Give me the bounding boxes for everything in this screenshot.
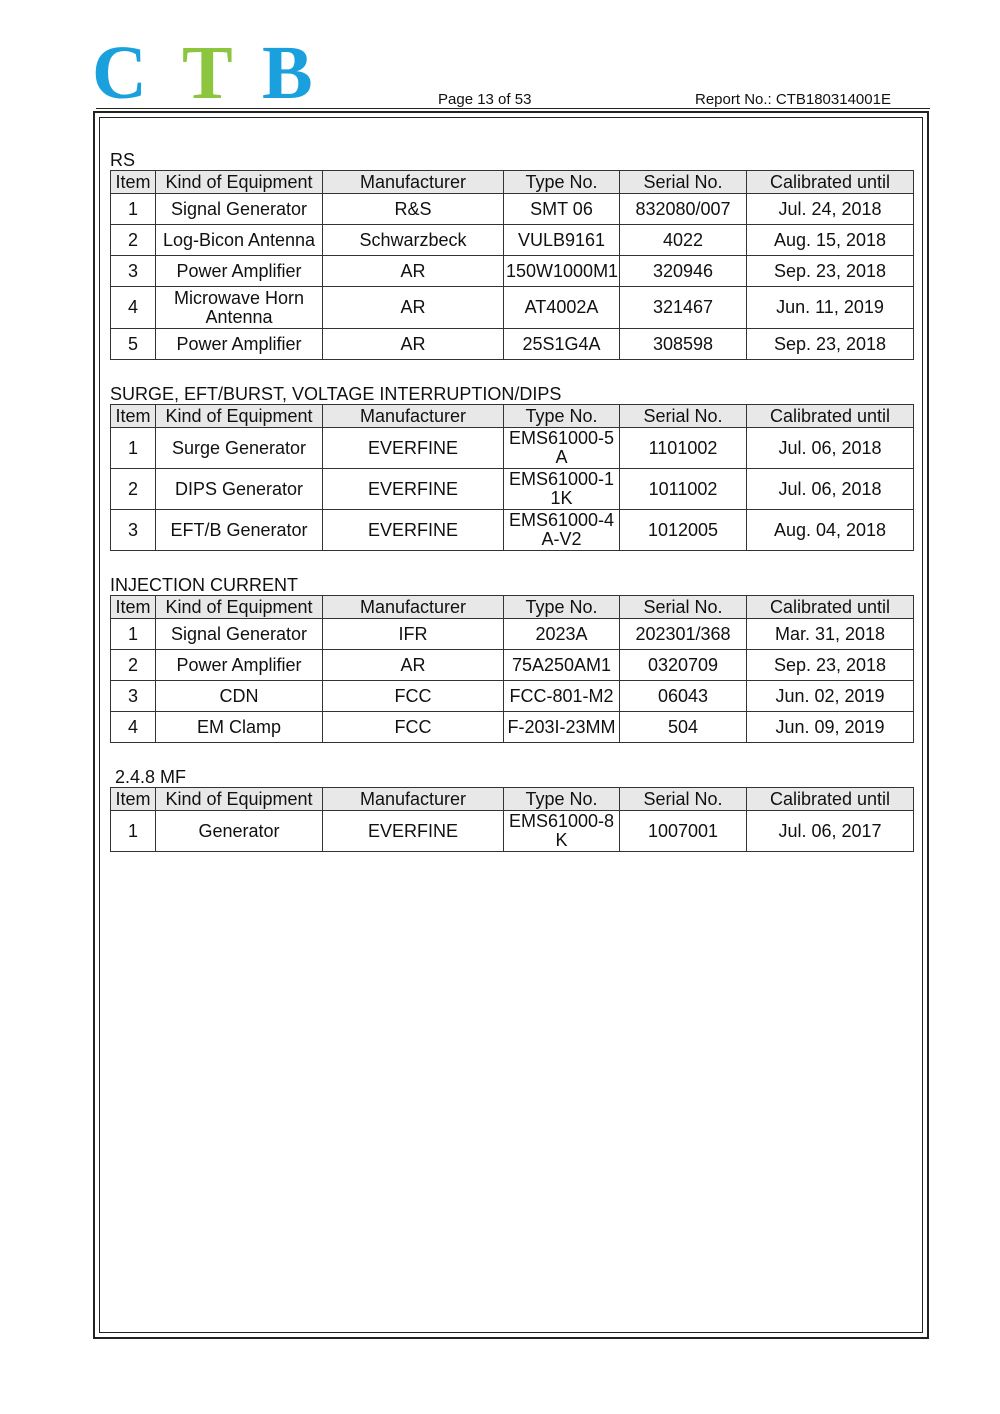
cell-manufacturer: R&S — [323, 194, 504, 225]
section-title: INJECTION CURRENT — [110, 575, 298, 595]
cell-item: 2 — [111, 650, 156, 681]
cell-manufacturer: Schwarzbeck — [323, 225, 504, 256]
page-number: Page 13 of 53 — [438, 91, 532, 108]
table-header-row — [111, 788, 914, 811]
cell-item: 1 — [111, 194, 156, 225]
cell-item: 5 — [111, 329, 156, 360]
col-header-type: Type No. — [504, 596, 620, 619]
cell-type: 75A250AM1 — [504, 650, 620, 681]
cell-serial: 4022 — [620, 225, 747, 256]
col-header-serial: Serial No. — [620, 788, 747, 811]
cell-kind: Microwave Horn Antenna — [156, 287, 323, 329]
table-row — [111, 650, 914, 681]
cell-item: 1 — [111, 619, 156, 650]
cell-manufacturer: EVERFINE — [323, 428, 504, 469]
cell-item: 3 — [111, 510, 156, 551]
cell-serial: 1007001 — [620, 811, 747, 852]
logo-letter-c: C — [92, 38, 147, 110]
cell-type: EMS61000-5A — [504, 428, 620, 469]
col-header-calibrated: Calibrated until — [747, 788, 914, 811]
cell-type: F-203I-23MM — [504, 712, 620, 743]
cell-serial: 321467 — [620, 287, 747, 329]
cell-kind: DIPS Generator — [156, 469, 323, 510]
section-injection-current — [110, 575, 913, 743]
table-row — [111, 194, 914, 225]
cell-kind: Power Amplifier — [156, 256, 323, 287]
cell-calibrated: Aug. 15, 2018 — [747, 225, 914, 256]
cell-type: 2023A — [504, 619, 620, 650]
cell-item: 2 — [111, 469, 156, 510]
section-surge-eft-dips — [110, 384, 913, 551]
table-row — [111, 225, 914, 256]
cell-calibrated: Jun. 09, 2019 — [747, 712, 914, 743]
cell-kind: Signal Generator — [156, 619, 323, 650]
col-header-serial: Serial No. — [620, 171, 747, 194]
cell-kind: Generator — [156, 811, 323, 852]
cell-item: 3 — [111, 256, 156, 287]
col-header-manufacturer: Manufacturer — [323, 171, 504, 194]
col-header-calibrated: Calibrated until — [747, 405, 914, 428]
cell-kind: Surge Generator — [156, 428, 323, 469]
cell-item: 1 — [111, 428, 156, 469]
col-header-type: Type No. — [504, 405, 620, 428]
table-row — [111, 469, 914, 510]
equipment-table — [110, 404, 914, 551]
cell-serial: 1012005 — [620, 510, 747, 551]
cell-item: 2 — [111, 225, 156, 256]
cell-calibrated: Mar. 31, 2018 — [747, 619, 914, 650]
table-row — [111, 619, 914, 650]
table-row — [111, 287, 914, 329]
col-header-type: Type No. — [504, 788, 620, 811]
cell-manufacturer: EVERFINE — [323, 469, 504, 510]
col-header-manufacturer: Manufacturer — [323, 788, 504, 811]
cell-item: 1 — [111, 811, 156, 852]
col-header-serial: Serial No. — [620, 405, 747, 428]
section-mf — [110, 767, 913, 852]
equipment-table — [110, 170, 914, 360]
cell-kind: Log-Bicon Antenna — [156, 225, 323, 256]
cell-serial: 1101002 — [620, 428, 747, 469]
section-title: 2.4.8 MF — [110, 767, 187, 787]
cell-type: 25S1G4A — [504, 329, 620, 360]
cell-serial: 308598 — [620, 329, 747, 360]
cell-calibrated: Jun. 02, 2019 — [747, 681, 914, 712]
cell-serial: 320946 — [620, 256, 747, 287]
cell-calibrated: Aug. 04, 2018 — [747, 510, 914, 551]
cell-manufacturer: AR — [323, 329, 504, 360]
cell-manufacturer: AR — [323, 287, 504, 329]
col-header-serial: Serial No. — [620, 596, 747, 619]
cell-manufacturer: FCC — [323, 712, 504, 743]
col-header-item: Item — [111, 596, 156, 619]
logo-letter-t: T — [182, 38, 233, 110]
cell-kind: Power Amplifier — [156, 329, 323, 360]
cell-manufacturer: EVERFINE — [323, 811, 504, 852]
cell-calibrated: Sep. 23, 2018 — [747, 256, 914, 287]
cell-manufacturer: AR — [323, 650, 504, 681]
table-row — [111, 510, 914, 551]
cell-calibrated: Sep. 23, 2018 — [747, 650, 914, 681]
cell-serial: 0320709 — [620, 650, 747, 681]
cell-type: EMS61000-8K — [504, 811, 620, 852]
table-row — [111, 329, 914, 360]
equipment-table — [110, 595, 914, 743]
cell-type: AT4002A — [504, 287, 620, 329]
cell-kind: EM Clamp — [156, 712, 323, 743]
cell-kind: CDN — [156, 681, 323, 712]
table-row — [111, 428, 914, 469]
cell-type: VULB9161 — [504, 225, 620, 256]
col-header-kind: Kind of Equipment — [156, 596, 323, 619]
col-header-calibrated: Calibrated until — [747, 171, 914, 194]
col-header-kind: Kind of Equipment — [156, 405, 323, 428]
cell-type: 150W1000M1 — [504, 256, 620, 287]
table-row — [111, 256, 914, 287]
col-header-kind: Kind of Equipment — [156, 788, 323, 811]
table-header-row — [111, 596, 914, 619]
header-divider — [96, 108, 930, 109]
cell-calibrated: Jul. 06, 2018 — [747, 428, 914, 469]
section-rs — [110, 150, 913, 360]
table-row — [111, 712, 914, 743]
cell-item: 4 — [111, 287, 156, 329]
cell-kind: Signal Generator — [156, 194, 323, 225]
cell-calibrated: Sep. 23, 2018 — [747, 329, 914, 360]
cell-kind: Power Amplifier — [156, 650, 323, 681]
ctb-logo — [92, 38, 342, 110]
col-header-manufacturer: Manufacturer — [323, 596, 504, 619]
cell-kind: EFT/B Generator — [156, 510, 323, 551]
col-header-item: Item — [111, 405, 156, 428]
cell-item: 4 — [111, 712, 156, 743]
cell-type: EMS61000-4A-V2 — [504, 510, 620, 551]
col-header-manufacturer: Manufacturer — [323, 405, 504, 428]
cell-manufacturer: AR — [323, 256, 504, 287]
cell-calibrated: Jul. 06, 2017 — [747, 811, 914, 852]
cell-type: EMS61000-11K — [504, 469, 620, 510]
cell-calibrated: Jun. 11, 2019 — [747, 287, 914, 329]
cell-serial: 504 — [620, 712, 747, 743]
section-title: RS — [110, 150, 136, 170]
cell-manufacturer: FCC — [323, 681, 504, 712]
cell-serial: 06043 — [620, 681, 747, 712]
cell-calibrated: Jul. 24, 2018 — [747, 194, 914, 225]
col-header-type: Type No. — [504, 171, 620, 194]
report-number: Report No.: CTB180314001E — [695, 91, 891, 108]
cell-manufacturer: EVERFINE — [323, 510, 504, 551]
table-header-row — [111, 405, 914, 428]
cell-calibrated: Jul. 06, 2018 — [747, 469, 914, 510]
cell-serial: 1011002 — [620, 469, 747, 510]
table-header-row — [111, 171, 914, 194]
logo-letter-b: B — [262, 38, 313, 110]
cell-type: FCC-801-M2 — [504, 681, 620, 712]
section-title: SURGE, EFT/BURST, VOLTAGE INTERRUPTION/DIPS — [110, 384, 562, 404]
col-header-calibrated: Calibrated until — [747, 596, 914, 619]
col-header-item: Item — [111, 171, 156, 194]
col-header-kind: Kind of Equipment — [156, 171, 323, 194]
cell-item: 3 — [111, 681, 156, 712]
cell-serial: 202301/368 — [620, 619, 747, 650]
col-header-item: Item — [111, 788, 156, 811]
table-row — [111, 681, 914, 712]
cell-type: SMT 06 — [504, 194, 620, 225]
equipment-table — [110, 787, 914, 852]
cell-manufacturer: IFR — [323, 619, 504, 650]
table-row — [111, 811, 914, 852]
cell-serial: 832080/007 — [620, 194, 747, 225]
